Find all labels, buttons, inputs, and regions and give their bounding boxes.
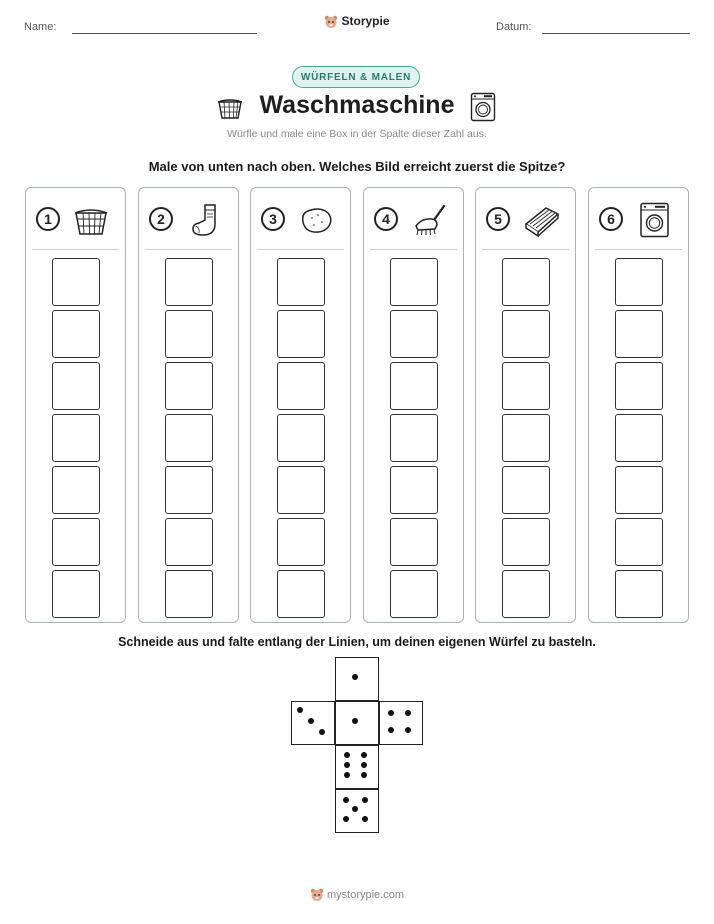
folded-towel-icon xyxy=(522,202,560,238)
dice-pip xyxy=(343,816,349,822)
brush-icon xyxy=(410,202,448,238)
column-divider xyxy=(482,249,569,250)
page-title: Waschmaschine xyxy=(259,91,455,119)
dice-pip xyxy=(344,762,350,768)
dice-face-1 xyxy=(335,701,379,745)
dice-face-1 xyxy=(335,657,379,701)
dice-face-5 xyxy=(335,789,379,833)
color-box[interactable] xyxy=(615,518,663,566)
color-box[interactable] xyxy=(277,258,325,306)
color-box[interactable] xyxy=(165,258,213,306)
column-divider xyxy=(595,249,682,250)
color-box[interactable] xyxy=(52,414,100,462)
color-box[interactable] xyxy=(165,310,213,358)
color-box[interactable] xyxy=(52,466,100,514)
column-number: 5 xyxy=(486,207,510,231)
color-box[interactable] xyxy=(502,466,550,514)
column-6 xyxy=(588,187,689,623)
color-box[interactable] xyxy=(52,570,100,618)
color-box[interactable] xyxy=(615,570,663,618)
activity-badge: WÜRFELN & MALEN xyxy=(292,66,420,88)
column-1 xyxy=(25,187,126,623)
washing-machine-icon xyxy=(635,202,673,238)
bear-logo-icon xyxy=(310,888,324,902)
instruction: Male von unten nach oben. Welches Bild erreicht zuerst die Spitze? xyxy=(148,159,566,174)
color-box[interactable] xyxy=(277,362,325,410)
color-box[interactable] xyxy=(52,258,100,306)
color-box[interactable] xyxy=(390,466,438,514)
color-box[interactable] xyxy=(277,570,325,618)
color-box[interactable] xyxy=(502,414,550,462)
color-box[interactable] xyxy=(615,258,663,306)
color-box[interactable] xyxy=(165,362,213,410)
color-box[interactable] xyxy=(390,518,438,566)
color-box[interactable] xyxy=(615,414,663,462)
dice-pip xyxy=(344,752,350,758)
dice-pip xyxy=(388,727,394,733)
name-line[interactable] xyxy=(72,33,257,34)
name-label: Name: xyxy=(24,21,57,33)
page-subtitle: Würfle und male eine Box in der Spalte dieser Zahl aus. xyxy=(227,128,487,140)
column-5 xyxy=(475,187,576,623)
column-divider xyxy=(145,249,232,250)
color-box[interactable] xyxy=(52,362,100,410)
color-box[interactable] xyxy=(52,310,100,358)
dice-pip xyxy=(362,797,368,803)
column-number: 4 xyxy=(374,207,398,231)
column-number: 1 xyxy=(36,207,60,231)
color-box[interactable] xyxy=(615,362,663,410)
color-box[interactable] xyxy=(165,518,213,566)
dice-pip xyxy=(352,806,358,812)
date-line[interactable] xyxy=(542,33,690,34)
color-box[interactable] xyxy=(277,414,325,462)
dice-face-4 xyxy=(379,701,423,745)
dice-face-3 xyxy=(291,701,335,745)
column-number: 3 xyxy=(261,207,285,231)
dice-pip xyxy=(361,772,367,778)
color-box[interactable] xyxy=(165,570,213,618)
washing-machine-title-icon xyxy=(470,92,496,122)
color-box[interactable] xyxy=(390,414,438,462)
column-2 xyxy=(138,187,239,623)
laundry-basket-icon xyxy=(72,202,110,238)
footer xyxy=(0,888,714,902)
dice-pip xyxy=(405,727,411,733)
column-divider xyxy=(32,249,119,250)
color-box[interactable] xyxy=(165,466,213,514)
column-3 xyxy=(250,187,351,623)
dice-pip xyxy=(405,710,411,716)
brand-name: Storypie xyxy=(341,14,390,28)
column-4 xyxy=(363,187,464,623)
dice-pip xyxy=(344,772,350,778)
color-box[interactable] xyxy=(277,310,325,358)
color-box[interactable] xyxy=(390,258,438,306)
date-label: Datum: xyxy=(496,21,532,33)
color-box[interactable] xyxy=(502,570,550,618)
dice-pip xyxy=(297,707,303,713)
color-box[interactable] xyxy=(502,258,550,306)
dice-pip xyxy=(343,797,349,803)
bear-logo-icon xyxy=(324,15,338,29)
sock-icon xyxy=(185,202,223,238)
dice-pip xyxy=(352,674,358,680)
dice-pip xyxy=(388,710,394,716)
dice-pip xyxy=(308,718,314,724)
color-box[interactable] xyxy=(502,518,550,566)
dice-pip xyxy=(361,752,367,758)
color-box[interactable] xyxy=(502,362,550,410)
color-box[interactable] xyxy=(165,414,213,462)
dice-pip xyxy=(352,718,358,724)
color-box[interactable] xyxy=(615,310,663,358)
color-box[interactable] xyxy=(277,518,325,566)
soap-icon xyxy=(297,202,335,238)
column-divider xyxy=(370,249,457,250)
column-divider xyxy=(257,249,344,250)
color-box[interactable] xyxy=(277,466,325,514)
dice-pip xyxy=(361,762,367,768)
column-number: 6 xyxy=(599,207,623,231)
color-box[interactable] xyxy=(390,362,438,410)
dice-pip xyxy=(362,816,368,822)
dice-pip xyxy=(319,729,325,735)
dice-face-6 xyxy=(335,745,379,789)
cut-instruction: Schneide aus und falte entlang der Linien, um deinen eigenen Würfel zu basteln. xyxy=(118,635,596,649)
color-box[interactable] xyxy=(390,570,438,618)
color-box[interactable] xyxy=(52,518,100,566)
footer-url[interactable]: mystorypie.com xyxy=(326,889,405,901)
brand-logo xyxy=(0,14,714,29)
color-box[interactable] xyxy=(615,466,663,514)
color-box[interactable] xyxy=(390,310,438,358)
color-box[interactable] xyxy=(502,310,550,358)
column-number: 2 xyxy=(149,207,173,231)
